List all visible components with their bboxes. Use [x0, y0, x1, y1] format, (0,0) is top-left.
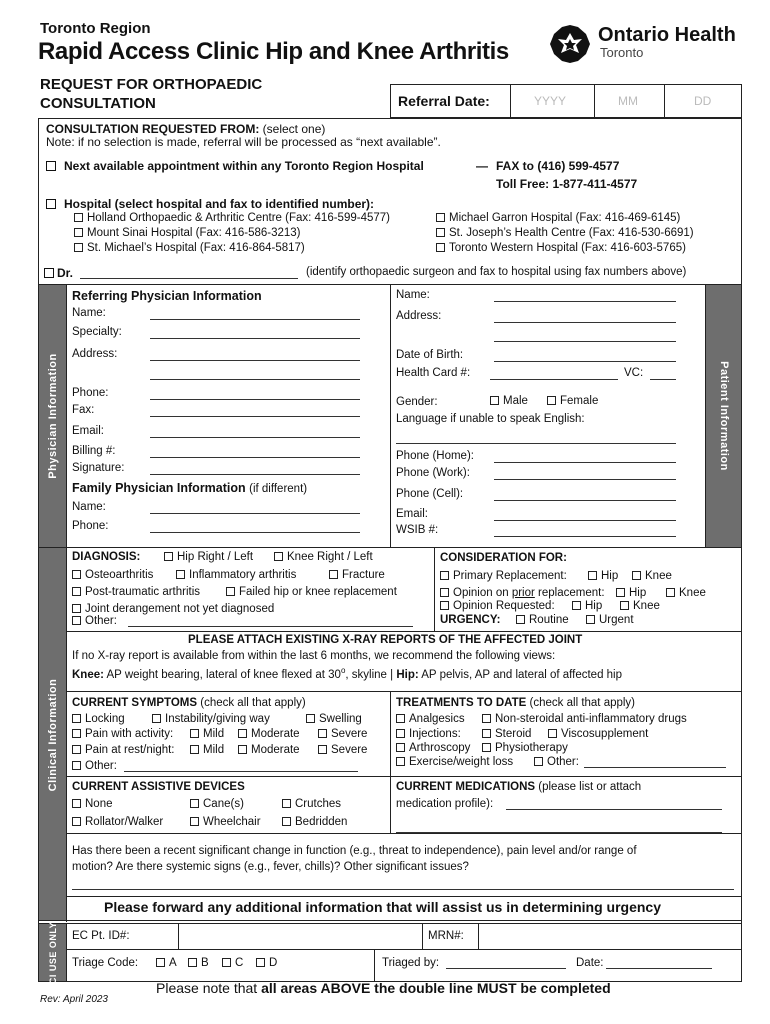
triage-code-b[interactable]: B: [188, 957, 209, 969]
fam-phone-field[interactable]: [150, 522, 360, 533]
dr-note: (identify orthopaedic surgeon and fax to hospital using fax numbers above): [306, 266, 687, 278]
hospital-toronto-western[interactable]: Toronto Western Hospital (Fax: 416-603-5765): [436, 242, 686, 254]
logo-sub: Toronto: [600, 45, 644, 60]
hospital-st-josephs[interactable]: St. Joseph’s Health Centre (Fax: 416-530-6691): [436, 227, 694, 239]
referral-month-field[interactable]: MM: [618, 94, 638, 108]
symptom-swelling[interactable]: Swelling: [306, 713, 362, 725]
request-line2: CONSULTATION: [40, 95, 156, 112]
opinion-requested[interactable]: Opinion Requested:: [440, 600, 555, 612]
symptom-other[interactable]: Other:: [72, 760, 117, 772]
pt-health-card-field[interactable]: [490, 369, 618, 380]
hospital-michael-garron[interactable]: Michael Garron Hospital (Fax: 416-469-6145): [436, 212, 680, 224]
pt-gender-male[interactable]: Male: [490, 395, 528, 407]
medications-field-1[interactable]: [506, 799, 722, 810]
diag-inflammatory[interactable]: Inflammatory arthritis: [176, 569, 296, 581]
triage-date-label: Date:: [576, 957, 604, 969]
pt-name-field[interactable]: [494, 291, 676, 302]
fam-phone-label: Phone:: [72, 520, 109, 532]
change-answer-field[interactable]: [72, 879, 734, 890]
ref-phone-label: Phone:: [72, 387, 109, 399]
referral-year-field[interactable]: YYYY: [534, 94, 567, 108]
triaged-by-label: Triaged by:: [382, 957, 440, 969]
ec-pt-id-label: EC Pt. ID#:: [72, 930, 130, 942]
treatment-exercise[interactable]: Exercise/weight loss: [396, 756, 513, 768]
region-label: Toronto Region: [40, 20, 151, 37]
device-wheelchair[interactable]: Wheelchair: [190, 816, 261, 828]
consult-note: Note: if no selection is made, referral will be processed as “next available”.: [46, 135, 441, 149]
treatment-physio[interactable]: Physiotherapy: [482, 742, 568, 754]
ref-signature-label: Signature:: [72, 462, 125, 474]
ref-billing-label: Billing #:: [72, 445, 116, 457]
ref-specialty-label: Specialty:: [72, 326, 122, 338]
ref-fax-field[interactable]: [150, 406, 360, 417]
pt-wsib-field[interactable]: [494, 526, 676, 537]
urgency-row: URGENCY:: [440, 614, 501, 626]
symptom-instability[interactable]: Instability/giving way: [152, 713, 270, 725]
diag-failed-replacement[interactable]: Failed hip or knee replacement: [226, 586, 397, 598]
devices-heading: CURRENT ASSISTIVE DEVICES: [72, 781, 245, 793]
physician-info-side-label: Physician Information: [39, 285, 66, 547]
symptoms-heading: CURRENT SYMPTOMS (check all that apply): [72, 697, 306, 709]
consult-tollfree: Toll Free: 1-877-411-4577: [496, 177, 638, 191]
pt-phone-cell-label: Phone (Cell):: [396, 488, 464, 500]
device-bedridden[interactable]: Bedridden: [282, 816, 347, 828]
triaged-by-field[interactable]: [446, 958, 566, 969]
triage-date-field[interactable]: [606, 958, 712, 969]
pt-dob-label: Date of Birth:: [396, 349, 464, 361]
request-line1: REQUEST FOR ORTHOPAEDIC: [40, 76, 263, 93]
medications-note2: medication profile):: [396, 798, 494, 810]
clinical-info-side-label: Clinical Information: [39, 548, 66, 921]
forward-info-note: Please forward any additional information that will assist us in determining urgency: [104, 899, 661, 915]
pt-wsib-label: WSIB #:: [396, 524, 439, 536]
pain-rest-moderate[interactable]: Moderate: [238, 744, 300, 756]
triage-code-a[interactable]: A: [156, 957, 177, 969]
pt-address-field-1[interactable]: [494, 312, 676, 323]
pt-phone-home-label: Phone (Home):: [396, 450, 474, 462]
dr-option[interactable]: Dr.: [44, 266, 73, 280]
mrn-label: MRN#:: [428, 930, 464, 942]
pain-rest-severe[interactable]: Severe: [318, 744, 367, 756]
hospital-option[interactable]: Hospital (select hospital and fax to identified number):: [46, 197, 374, 211]
ref-specialty-field[interactable]: [150, 328, 360, 339]
diag-osteoarthritis[interactable]: Osteoarthritis: [72, 569, 153, 581]
next-available-option[interactable]: Next available appointment within any Toronto Region Hospital: [46, 159, 424, 173]
pt-email-label: Email:: [396, 508, 428, 520]
treatment-nsaids[interactable]: Non-steroidal anti-inflammatory drugs: [482, 713, 687, 725]
pain-activity-mild[interactable]: Mild: [190, 728, 224, 740]
dr-checkbox[interactable]: [44, 268, 54, 278]
diag-knee[interactable]: Knee Right / Left: [274, 551, 373, 563]
ref-address-field-2[interactable]: [150, 369, 360, 380]
device-crutches[interactable]: Crutches: [282, 798, 341, 810]
xray-heading: PLEASE ATTACH EXISTING X-RAY REPORTS OF THE AFFECTED JOINT: [188, 634, 583, 646]
prior-hip[interactable]: Hip: [616, 587, 646, 599]
pt-phone-home-field[interactable]: [494, 452, 676, 463]
ref-fax-label: Fax:: [72, 404, 95, 416]
referral-date-label: Referral Date:: [398, 93, 490, 109]
pt-phone-work-label: Phone (Work):: [396, 467, 470, 479]
hospital-checkbox[interactable]: [46, 199, 56, 209]
xray-views: Knee: AP weight bearing, lateral of knee flexed at 30$^o$, skyline | Hip: AP pelvis, AP and lateral of affected hip: [72, 666, 623, 681]
ci-use-only-side-label: CI USE ONLY: [39, 924, 66, 981]
triage-code-c[interactable]: C: [222, 957, 243, 969]
dr-name-field[interactable]: [80, 266, 298, 279]
ref-billing-field[interactable]: [150, 447, 360, 458]
diag-hip[interactable]: Hip Right / Left: [164, 551, 253, 563]
revision-label: Rev: April 2023: [40, 994, 108, 1005]
triage-code-label: Triage Code:: [72, 957, 139, 969]
pt-address-field-2[interactable]: [494, 331, 676, 342]
requested-hip[interactable]: Hip: [572, 600, 602, 612]
treatment-steroid[interactable]: Steroid: [482, 728, 531, 740]
diag-fracture[interactable]: Fracture: [329, 569, 385, 581]
change-question-2: motion? Are there systemic signs (e.g., fever, chills)? Other significant issues?: [72, 861, 469, 873]
pain-activity-moderate[interactable]: Moderate: [238, 728, 300, 740]
referring-physician-heading: Referring Physician Information: [72, 289, 262, 303]
ref-phone-field[interactable]: [150, 389, 360, 400]
hospital-st-michaels[interactable]: St. Michael’s Hospital (Fax: 416-864-5817): [74, 242, 305, 254]
ref-name-field[interactable]: [150, 309, 360, 320]
treatment-other-field[interactable]: [584, 757, 726, 768]
requested-knee[interactable]: Knee: [620, 600, 660, 612]
diag-other-field[interactable]: [128, 616, 413, 627]
symptom-locking[interactable]: Locking: [72, 713, 125, 725]
pt-vc-field[interactable]: [650, 369, 676, 380]
ref-signature-field[interactable]: [150, 464, 360, 475]
referral-day-field[interactable]: DD: [694, 94, 712, 108]
ec-pt-id-field[interactable]: [180, 925, 420, 947]
pain-rest-mild[interactable]: Mild: [190, 744, 224, 756]
urgency-urgent[interactable]: Urgent: [586, 614, 634, 626]
pt-health-card-label: Health Card #:: [396, 367, 471, 379]
ref-name-label: Name:: [72, 307, 106, 319]
device-none[interactable]: None: [72, 798, 113, 810]
pt-vc-label: VC:: [624, 367, 644, 379]
device-rollator[interactable]: Rollator/Walker: [72, 816, 163, 828]
consult-heading: CONSULTATION REQUESTED FROM: (select one): [46, 122, 326, 136]
change-question-1: Has there been a recent significant change in function (e.g., threat to independence), pain level and/or range of: [72, 845, 637, 857]
opinion-prior[interactable]: Opinion on prior replacement:: [440, 587, 605, 599]
pt-language-field[interactable]: [396, 433, 676, 444]
pt-name-label: Name:: [396, 289, 430, 301]
pt-dob-field[interactable]: [494, 351, 676, 362]
treatment-arthroscopy[interactable]: Arthroscopy: [396, 742, 470, 754]
treatment-other[interactable]: Other:: [534, 756, 579, 768]
treatments-heading: TREATMENTS TO DATE (check all that apply): [396, 697, 636, 709]
hospital-mount-sinai[interactable]: Mount Sinai Hospital (Fax: 416-586-3213): [74, 227, 301, 239]
pt-email-field[interactable]: [494, 510, 676, 521]
pt-address-label: Address:: [396, 310, 442, 322]
diag-joint-derangement[interactable]: Joint derangement not yet diagnosed: [72, 603, 274, 615]
ref-address-field-1[interactable]: [150, 350, 360, 361]
patient-info-side-label: Patient Information: [706, 285, 741, 547]
family-physician-heading: Family Physician Information (if different): [72, 481, 308, 495]
symptom-other-field[interactable]: [124, 761, 358, 772]
consideration-heading: CONSIDERATION FOR:: [440, 552, 567, 564]
treatment-visco[interactable]: Viscosupplement: [548, 728, 648, 740]
primary-hip[interactable]: Hip: [588, 570, 618, 582]
symptom-pain-rest[interactable]: Pain at rest/night:: [72, 744, 175, 756]
fam-name-label: Name:: [72, 501, 106, 513]
hospital-holland[interactable]: Holland Orthopaedic & Arthritic Centre (Fax: 416-599-4577): [74, 212, 390, 224]
ontario-health-logo-icon: [548, 24, 592, 64]
pain-activity-severe[interactable]: Severe: [318, 728, 367, 740]
consult-fax: FAX to (416) 599-4577: [496, 159, 620, 173]
page-title: Rapid Access Clinic Hip and Knee Arthritis: [38, 38, 509, 65]
pt-gender-female[interactable]: Female: [547, 395, 598, 407]
pt-phone-work-field[interactable]: [494, 469, 676, 480]
device-canes[interactable]: Cane(s): [190, 798, 244, 810]
urgency-routine[interactable]: Routine: [516, 614, 569, 626]
next-available-checkbox[interactable]: [46, 161, 56, 171]
primary-replacement[interactable]: Primary Replacement:: [440, 570, 567, 582]
mrn-field[interactable]: [480, 925, 740, 947]
treatment-injections[interactable]: Injections:: [396, 728, 461, 740]
footer-note: Please note that all areas ABOVE the double line MUST be completed: [156, 980, 611, 996]
logo-name: Ontario Health: [598, 24, 736, 46]
fam-name-field[interactable]: [150, 503, 360, 514]
ref-email-label: Email:: [72, 425, 104, 437]
ref-address-label: Address:: [72, 348, 118, 360]
pt-gender-label: Gender:: [396, 396, 438, 408]
consult-dash: —: [476, 159, 488, 173]
diag-other[interactable]: Other:: [72, 615, 117, 627]
triage-code-d[interactable]: D: [256, 957, 277, 969]
prior-knee[interactable]: Knee: [666, 587, 706, 599]
diagnosis-row: DIAGNOSIS:: [72, 551, 141, 563]
treatment-analgesics[interactable]: Analgesics: [396, 713, 465, 725]
xray-note: If no X-ray report is available from within the last 6 months, we recommend the following views:: [72, 650, 556, 662]
symptom-pain-activity[interactable]: Pain with activity:: [72, 728, 173, 740]
diag-post-traumatic[interactable]: Post-traumatic arthritis: [72, 586, 200, 598]
ref-email-field[interactable]: [150, 427, 360, 438]
medications-heading: CURRENT MEDICATIONS (please list or attach: [396, 781, 642, 793]
primary-knee[interactable]: Knee: [632, 570, 672, 582]
pt-phone-cell-field[interactable]: [494, 490, 676, 501]
medications-field-2[interactable]: [396, 822, 722, 833]
pt-language-label: Language if unable to speak English:: [396, 413, 585, 425]
